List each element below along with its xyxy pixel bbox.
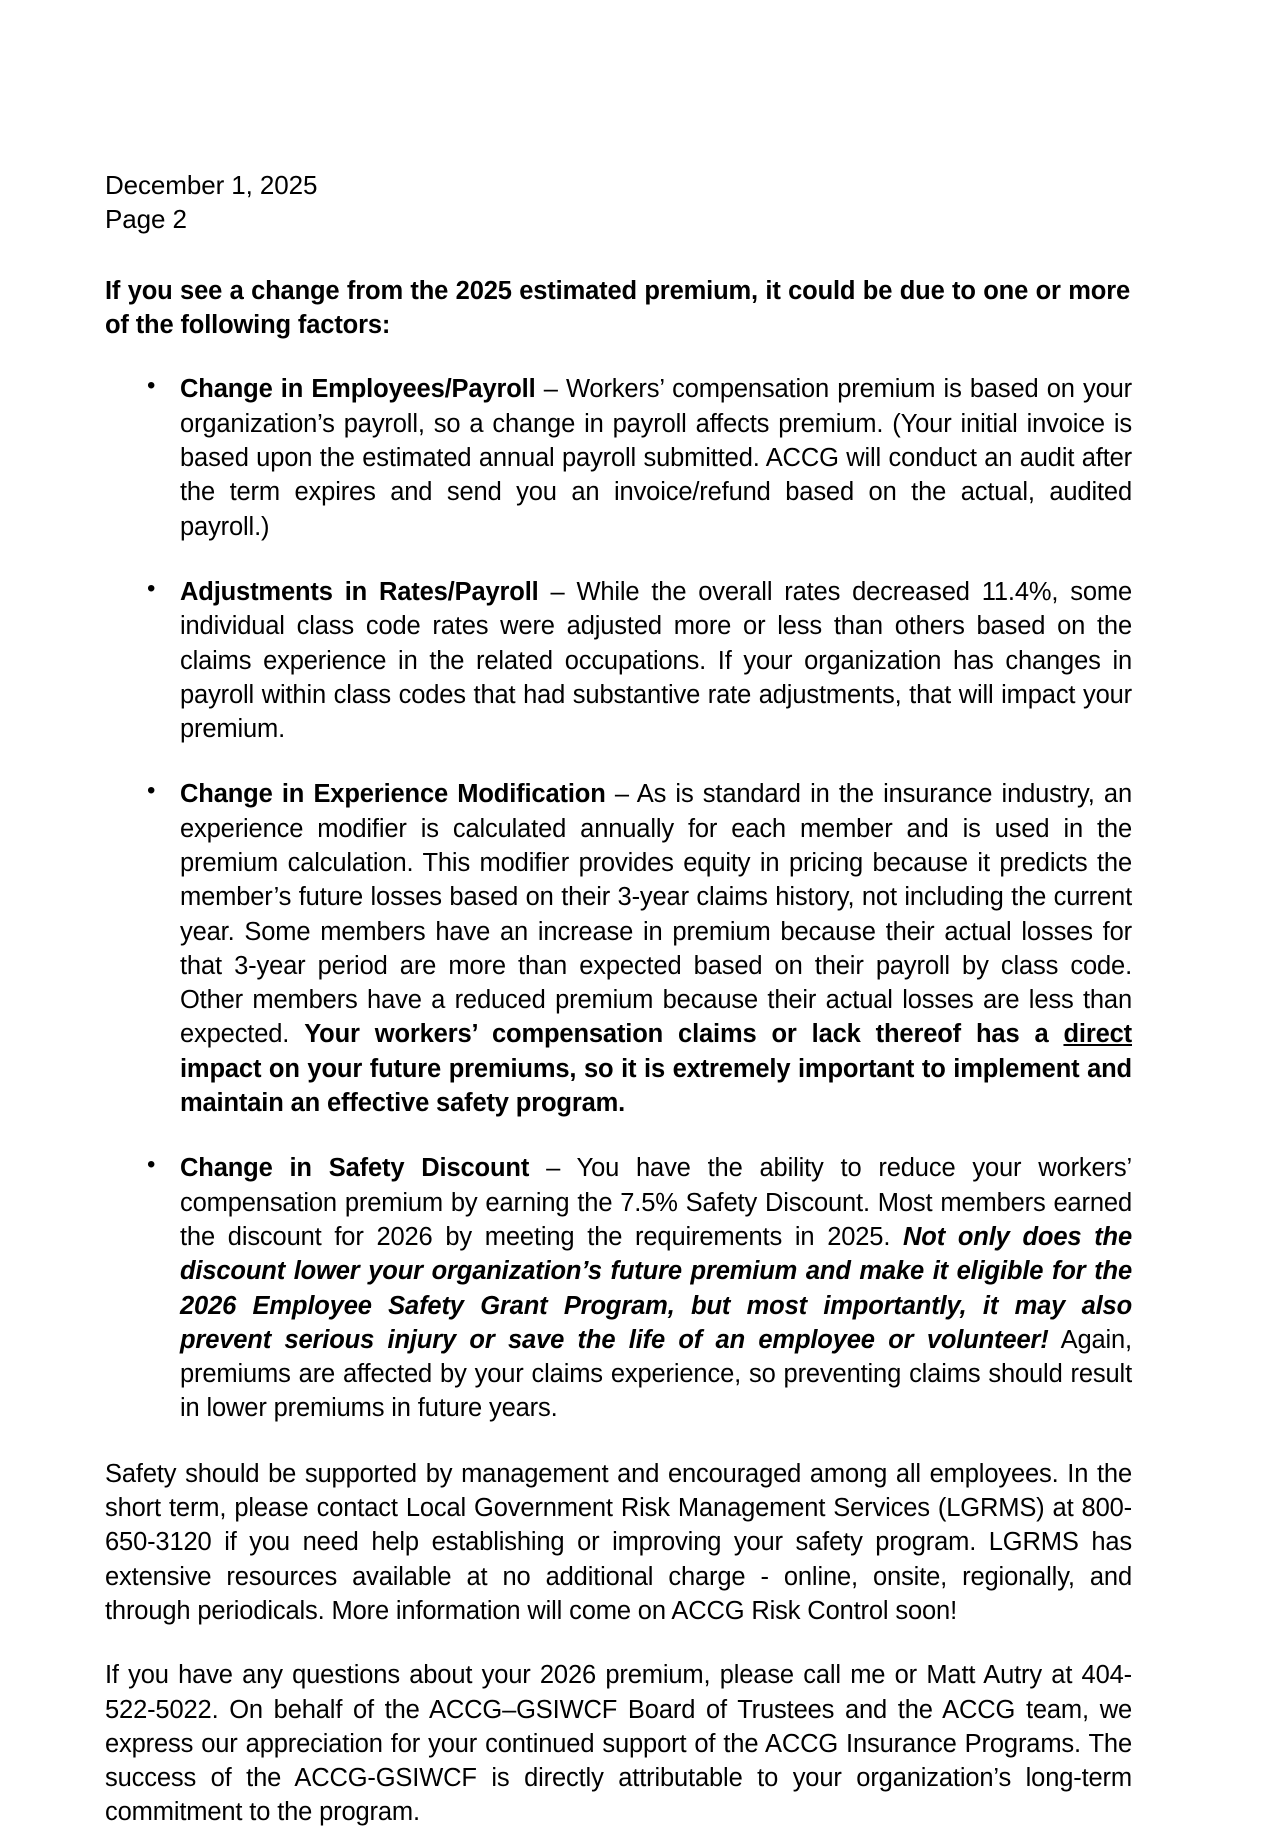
factor-lead-label: Change in Employees/Payroll xyxy=(180,375,536,404)
factor-item-experience-modification xyxy=(105,777,1132,1120)
factor-body-text: – As is standard in the insurance industry, an experience modifier is calculated annually for each member and is used in the premium calculation. This modifier provides equity in pricing because it predicts the member’s future losses based on their 3-year claims history, not including the current year. Some members have an increase in premium because their actual losses for that 3-year period are more than expected based on their payroll by class code. Other members have a reduced premium because their actual losses are less than expected. xyxy=(180,780,1132,1049)
factor-item-safety-discount xyxy=(105,1151,1132,1425)
letter-date: December 1, 2025 xyxy=(105,170,318,200)
factor-lead-label: Adjustments in Rates/Payroll xyxy=(180,577,539,606)
closing-paragraph-safety: Safety should be supported by management and encouraged among all employees. In the short term, please contact Local Government Risk Management Services (LGRMS) at 800-650-3120 if you need help establishing or improving your safety program. LGRMS has extensive resources available at no additional charge - online, onsite, regionally, and through periodicals. More information will come on ACCG Risk Control soon! xyxy=(105,1459,1132,1625)
letter-header-block xyxy=(105,168,1132,237)
factor-body-text: – You have the ability to reduce your workers’ compensation premium by earning the 7.5% Safety Discount. Most members earned the discount for 2026 by meeting the requirements in 2025. xyxy=(180,1154,1132,1251)
factor-item-rates-payroll xyxy=(105,575,1132,746)
factor-emphasis-text-cont: impact on your future premiums, so it is extremely important to implement and maintain an effective safety program. xyxy=(180,1054,1132,1118)
factor-emphasis-italic-text: Not only does the discount lower your organization’s future premium and make it eligible for the 2026 Employee Safety Grant Program, but most importantly, it may also prevent serious injury or save the life of an employee or volunteer! xyxy=(180,1222,1132,1354)
factor-emphasis-text: Your workers’ compensation claims or lack thereof has a xyxy=(304,1020,1064,1049)
factor-body-text: – While the overall rates decreased 11.4%, some individual class code rates were adjusted more or less than others based on the claims experience in the related occupations. If your organization has changes in payroll within class codes that had substantive rate adjustments, that will impact your premium. xyxy=(180,577,1132,744)
page-number-label: Page 2 xyxy=(105,204,187,235)
lead-heading: If you see a change from the 2025 estimated premium, it could be due to one or more of the following factors: xyxy=(105,276,1130,339)
factor-emphasis-underlined-word: direct xyxy=(1063,1020,1132,1049)
closing-paragraph-contact: If you have any questions about your 2026 premium, please call me or Matt Autry at 404-522-5022. On behalf of the ACCG–GSIWCF Board of Trustees and the ACCG team, we express our appreciation for your continued support of the ACCG Insurance Programs. The success of the ACCG-GSIWCF is directly attributable to your organization’s long-term commitment to the program. xyxy=(105,1661,1132,1827)
factor-lead-label: Change in Experience Modification xyxy=(180,780,606,809)
factor-lead-label: Change in Safety Discount xyxy=(180,1154,530,1183)
factors-list xyxy=(105,372,1132,1425)
factor-body-text: – Workers’ compensation premium is based on your organization’s payroll, so a change in payroll affects premium. (Your initial invoice is based upon the estimated annual payroll submitted. ACCG will conduct an audit after the term expires and send you an invoice/refund based on the actual, audited payroll.) xyxy=(180,375,1133,541)
factor-item-employees-payroll xyxy=(105,372,1132,543)
factor-body-text-cont: Again, premiums are affected by your claims experience, so preventing claims should result in lower premiums in future years. xyxy=(180,1325,1132,1423)
